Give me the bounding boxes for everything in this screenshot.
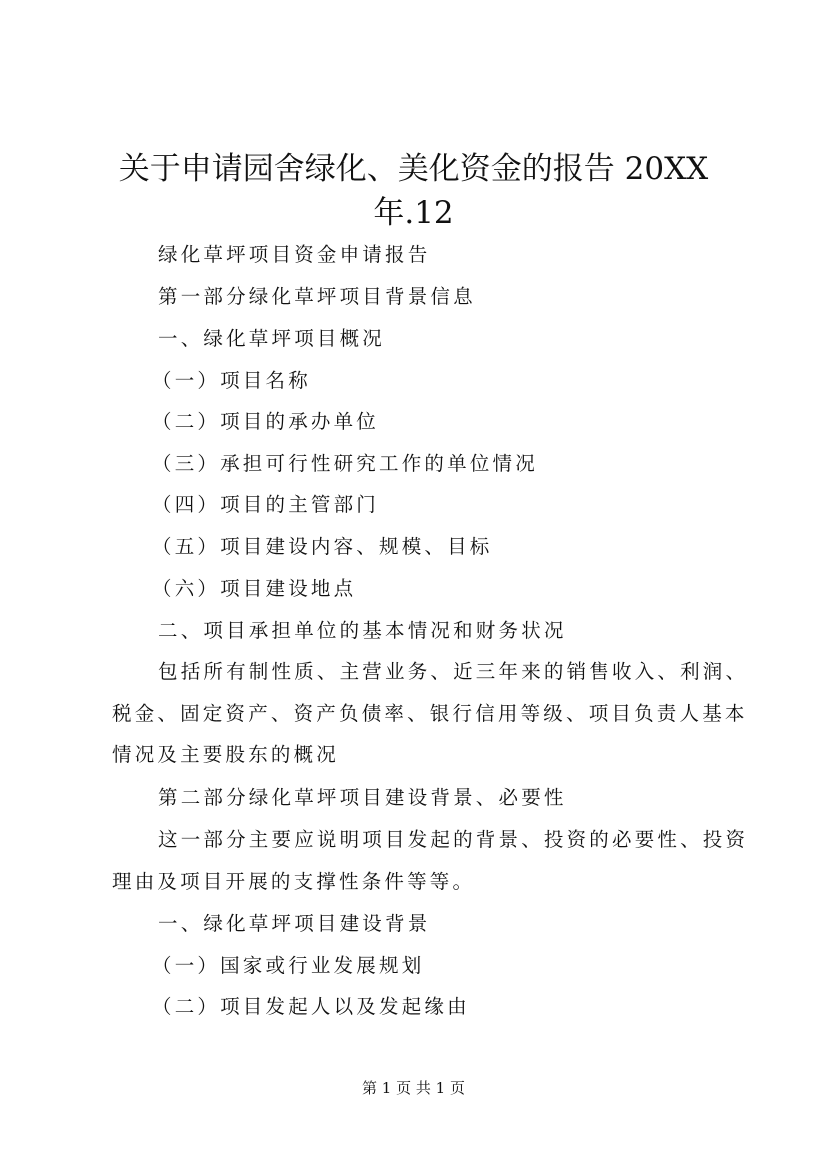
paragraph: （一）国家或行业发展规划 [152,954,425,977]
paragraph: 第一部分绿化草坪项目背景信息 [158,285,476,308]
paragraph: 情况及主要股东的概况 [112,743,340,766]
paragraph: 一、绿化草坪项目建设背景 [158,912,431,935]
document-title-line-2: 年.12 [373,195,454,231]
paragraph: 这一部分主要应说明项目发起的背景、投资的必要性、投资 [158,828,749,851]
paragraph: （一）项目名称 [152,369,311,392]
paragraph: 税金、固定资产、资产负债率、银行信用等级、项目负责人基本 [112,702,748,725]
paragraph: 包括所有制性质、主营业务、近三年来的销售收入、利润、 [158,660,749,683]
paragraph: 二、项目承担单位的基本情况和财务状况 [158,619,567,642]
paragraph: （六）项目建设地点 [152,577,357,600]
paragraph: （四）项目的主管部门 [152,493,380,516]
paragraph: 理由及项目开展的支撑性条件等等。 [112,870,476,893]
paragraph: （五）项目建设内容、规模、目标 [152,535,493,558]
document-title-line-1: 关于申请园舍绿化、美化资金的报告 20XX [118,151,709,187]
paragraph: （二）项目的承办单位 [152,410,380,433]
paragraph: （二）项目发起人以及发起缘由 [152,995,470,1018]
page-footer: 第 1 页 共 1 页 [362,1079,465,1097]
paragraph: 绿化草坪项目资金申请报告 [158,243,431,266]
paragraph: 第二部分绿化草坪项目建设背景、必要性 [158,786,567,809]
paragraph: 一、绿化草坪项目概况 [158,327,386,350]
paragraph: （三）承担可行性研究工作的单位情况 [152,452,538,475]
